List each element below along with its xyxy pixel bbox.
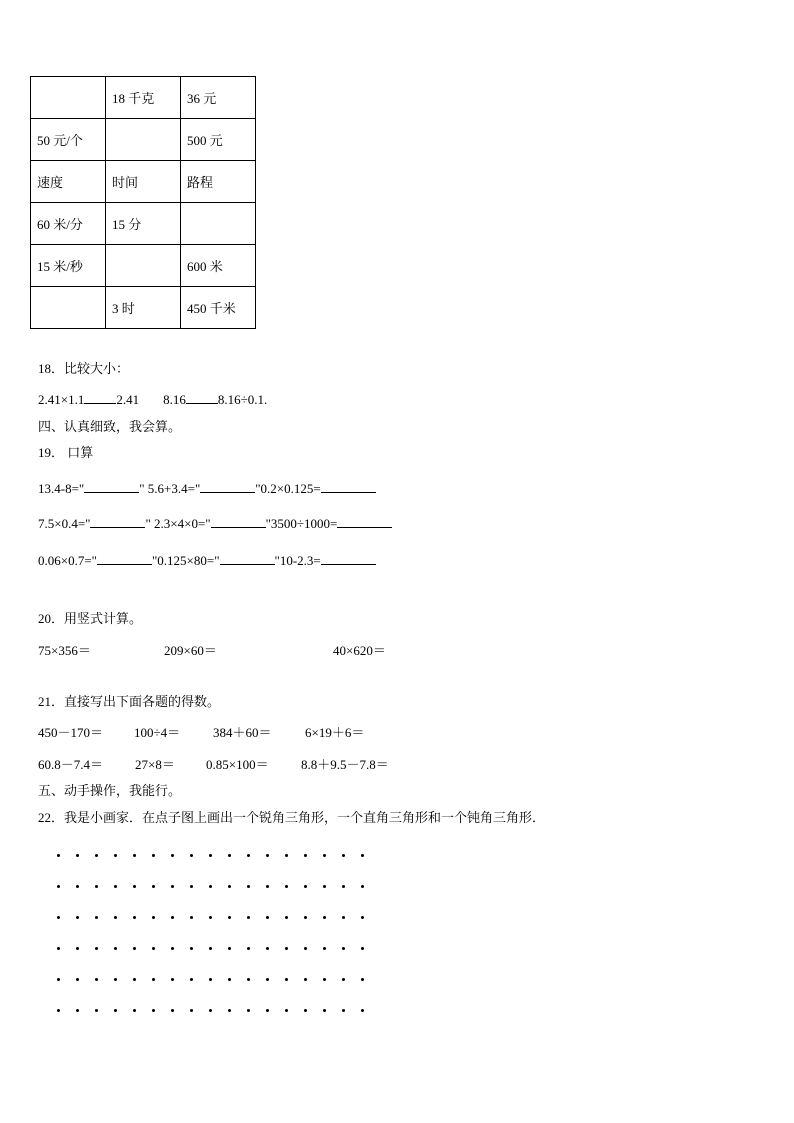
q21-title: 21．直接写出下面各题的得数。 [38, 694, 221, 709]
grid-dot[interactable] [114, 978, 117, 981]
q18-a-right: 2.41 [116, 392, 140, 407]
grid-dot[interactable] [95, 885, 98, 888]
grid-dot[interactable] [304, 1009, 307, 1012]
q22-title: 22．我是小画家．在点子图上画出一个锐角三角形，一个直角三角形和一个钝角三角形． [38, 810, 546, 825]
grid-dot[interactable] [228, 1009, 231, 1012]
q19-row [38, 479, 376, 497]
grid-dot[interactable] [247, 854, 250, 857]
q20-item: 40×620＝ [333, 643, 386, 658]
grid-dot[interactable] [133, 854, 136, 857]
grid-dot[interactable] [76, 947, 79, 950]
grid-dot[interactable] [57, 885, 60, 888]
answer-blank[interactable] [97, 551, 152, 565]
grid-dot[interactable] [209, 916, 212, 919]
grid-dot[interactable] [323, 978, 326, 981]
q19-title: 19． 口算 [38, 445, 94, 460]
table-cell: 15 分 [106, 203, 181, 245]
table-cell: 15 米/秒 [31, 245, 106, 287]
grid-dot[interactable] [209, 978, 212, 981]
grid-dot[interactable] [114, 885, 117, 888]
grid-dot[interactable] [57, 1009, 60, 1012]
q19-expression: "0.2×0.125= [255, 481, 321, 496]
grid-dot[interactable] [95, 1009, 98, 1012]
grid-dot[interactable] [190, 947, 193, 950]
grid-dot[interactable] [266, 916, 269, 919]
table-cell[interactable] [31, 287, 106, 329]
grid-dot[interactable] [152, 947, 155, 950]
grid-dot[interactable] [266, 978, 269, 981]
grid-dot[interactable] [285, 916, 288, 919]
grid-dot[interactable] [171, 1009, 174, 1012]
table-row [31, 77, 256, 119]
q21-item: 0.85×100＝ [206, 757, 269, 772]
answer-blank[interactable] [90, 514, 145, 528]
q18-title: 18．比较大小： [38, 361, 130, 376]
answer-blank[interactable] [220, 551, 275, 565]
answer-blank[interactable] [84, 479, 139, 493]
q18-compare [38, 390, 267, 408]
grid-dot[interactable] [323, 947, 326, 950]
table-row [31, 203, 256, 245]
grid-dot[interactable] [133, 978, 136, 981]
grid-dot[interactable] [361, 916, 364, 919]
grid-dot[interactable] [266, 885, 269, 888]
grid-dot[interactable] [190, 854, 193, 857]
grid-dot[interactable] [76, 1009, 79, 1012]
grid-dot[interactable] [342, 854, 345, 857]
grid-dot[interactable] [152, 885, 155, 888]
grid-dot[interactable] [247, 885, 250, 888]
q18-b-left: 8.16 [163, 392, 186, 407]
grid-dot[interactable] [114, 916, 117, 919]
grid-dot[interactable] [342, 947, 345, 950]
table-cell[interactable] [31, 77, 106, 119]
grid-dot[interactable] [76, 854, 79, 857]
grid-dot[interactable] [285, 854, 288, 857]
table-row [31, 245, 256, 287]
grid-dot[interactable] [190, 885, 193, 888]
answer-blank[interactable] [211, 514, 266, 528]
grid-dot[interactable] [95, 947, 98, 950]
q19-expression: "3500÷1000= [265, 516, 338, 531]
table-cell: 路程 [181, 161, 256, 203]
q21-item: 100÷4＝ [134, 725, 181, 740]
grid-dot[interactable] [247, 1009, 250, 1012]
table-cell: 500 元 [181, 119, 256, 161]
grid-dot[interactable] [361, 854, 364, 857]
grid-dot[interactable] [152, 854, 155, 857]
table-cell[interactable] [106, 245, 181, 287]
answer-blank[interactable] [337, 514, 392, 528]
grid-dot[interactable] [323, 885, 326, 888]
grid-dot[interactable] [361, 1009, 364, 1012]
grid-dot[interactable] [57, 854, 60, 857]
grid-dot[interactable] [304, 854, 307, 857]
q21-item: 384＋60＝ [213, 725, 272, 740]
grid-dot[interactable] [95, 978, 98, 981]
q20-item: 209×60＝ [164, 643, 217, 658]
answer-blank[interactable] [321, 479, 376, 493]
table-cell: 时间 [106, 161, 181, 203]
grid-dot[interactable] [190, 978, 193, 981]
grid-dot[interactable] [171, 916, 174, 919]
grid-dot[interactable] [247, 916, 250, 919]
grid-dot[interactable] [247, 947, 250, 950]
grid-dot[interactable] [133, 947, 136, 950]
q21-item: 450－170＝ [38, 725, 104, 740]
grid-dot[interactable] [285, 978, 288, 981]
grid-dot[interactable] [304, 978, 307, 981]
q19-row [38, 551, 376, 569]
grid-dot[interactable] [266, 1009, 269, 1012]
q20-title: 20．用竖式计算。 [38, 611, 143, 626]
grid-dot[interactable] [228, 916, 231, 919]
q19-row [38, 514, 392, 532]
grid-dot[interactable] [361, 947, 364, 950]
q21-item: 6×19＋6＝ [305, 725, 365, 740]
grid-dot[interactable] [209, 1009, 212, 1012]
grid-dot[interactable] [266, 854, 269, 857]
grid-dot[interactable] [190, 916, 193, 919]
grid-dot[interactable] [304, 885, 307, 888]
q20-item: 75×356＝ [38, 643, 91, 658]
q21-item: 8.8＋9.5－7.8＝ [301, 757, 389, 772]
grid-dot[interactable] [228, 978, 231, 981]
grid-dot[interactable] [228, 885, 231, 888]
q19-expression: "0.125×80=" [151, 553, 220, 568]
grid-dot[interactable] [133, 916, 136, 919]
grid-dot[interactable] [133, 1009, 136, 1012]
grid-dot[interactable] [190, 1009, 193, 1012]
section-4-heading: 四、认真细致，我会算。 [38, 419, 182, 434]
grid-dot[interactable] [247, 978, 250, 981]
answer-blank[interactable] [200, 479, 255, 493]
grid-dot[interactable] [57, 916, 60, 919]
grid-dot[interactable] [323, 1009, 326, 1012]
grid-dot[interactable] [323, 854, 326, 857]
table-row [31, 119, 256, 161]
grid-dot[interactable] [171, 885, 174, 888]
grid-dot[interactable] [228, 854, 231, 857]
grid-dot[interactable] [285, 885, 288, 888]
grid-dot[interactable] [114, 1009, 117, 1012]
q21-item: 27×8＝ [135, 757, 175, 772]
table-cell: 3 时 [106, 287, 181, 329]
table-cell: 36 元 [181, 77, 256, 119]
q18-a-left: 2.41×1.1 [38, 392, 85, 407]
grid-dot[interactable] [76, 978, 79, 981]
q21-item: 60.8－7.4＝ [38, 757, 104, 772]
q19-expression: " 5.6+3.4=" [139, 481, 201, 496]
table-cell: 600 米 [181, 245, 256, 287]
answer-blank[interactable] [84, 390, 116, 404]
grid-dot[interactable] [342, 916, 345, 919]
q19-expression: "10-2.3= [274, 553, 321, 568]
table-cell: 50 元/个 [31, 119, 106, 161]
grid-dot[interactable] [304, 947, 307, 950]
grid-dot[interactable] [95, 916, 98, 919]
grid-dot[interactable] [228, 947, 231, 950]
grid-dot[interactable] [171, 978, 174, 981]
grid-dot[interactable] [266, 947, 269, 950]
grid-dot[interactable] [133, 885, 136, 888]
grid-dot[interactable] [361, 885, 364, 888]
grid-dot[interactable] [285, 947, 288, 950]
grid-dot[interactable] [57, 947, 60, 950]
grid-dot[interactable] [76, 916, 79, 919]
q19-expression: " 2.3×4×0=" [145, 516, 211, 531]
grid-dot[interactable] [342, 978, 345, 981]
grid-dot[interactable] [285, 1009, 288, 1012]
grid-dot[interactable] [361, 978, 364, 981]
answer-blank[interactable] [186, 390, 218, 404]
grid-dot[interactable] [57, 978, 60, 981]
grid-dot[interactable] [209, 885, 212, 888]
grid-dot[interactable] [323, 916, 326, 919]
rate-table [30, 76, 256, 329]
q18-b-right: 8.16÷0.1. [217, 392, 268, 407]
grid-dot[interactable] [342, 1009, 345, 1012]
grid-dot[interactable] [342, 885, 345, 888]
grid-dot[interactable] [152, 1009, 155, 1012]
grid-dot[interactable] [76, 885, 79, 888]
grid-dot[interactable] [152, 978, 155, 981]
section-5-heading: 五、动手操作，我能行。 [38, 783, 182, 798]
grid-dot[interactable] [171, 854, 174, 857]
answer-blank[interactable] [321, 551, 376, 565]
table-cell: 60 米/分 [31, 203, 106, 245]
q19-expression: 7.5×0.4=" [38, 516, 91, 531]
grid-dot[interactable] [114, 947, 117, 950]
table-cell: 速度 [31, 161, 106, 203]
table-cell: 18 千克 [106, 77, 181, 119]
grid-dot[interactable] [152, 916, 155, 919]
grid-dot[interactable] [114, 854, 117, 857]
grid-dot[interactable] [171, 947, 174, 950]
table-row [31, 287, 256, 329]
grid-dot[interactable] [209, 947, 212, 950]
grid-dot[interactable] [304, 916, 307, 919]
table-cell[interactable] [106, 119, 181, 161]
table-row [31, 161, 256, 203]
table-cell: 450 千米 [181, 287, 256, 329]
grid-dot[interactable] [95, 854, 98, 857]
q19-expression: 13.4-8=" [38, 481, 85, 496]
q19-expression: 0.06×0.7=" [38, 553, 97, 568]
grid-dot[interactable] [209, 854, 212, 857]
table-cell[interactable] [181, 203, 256, 245]
